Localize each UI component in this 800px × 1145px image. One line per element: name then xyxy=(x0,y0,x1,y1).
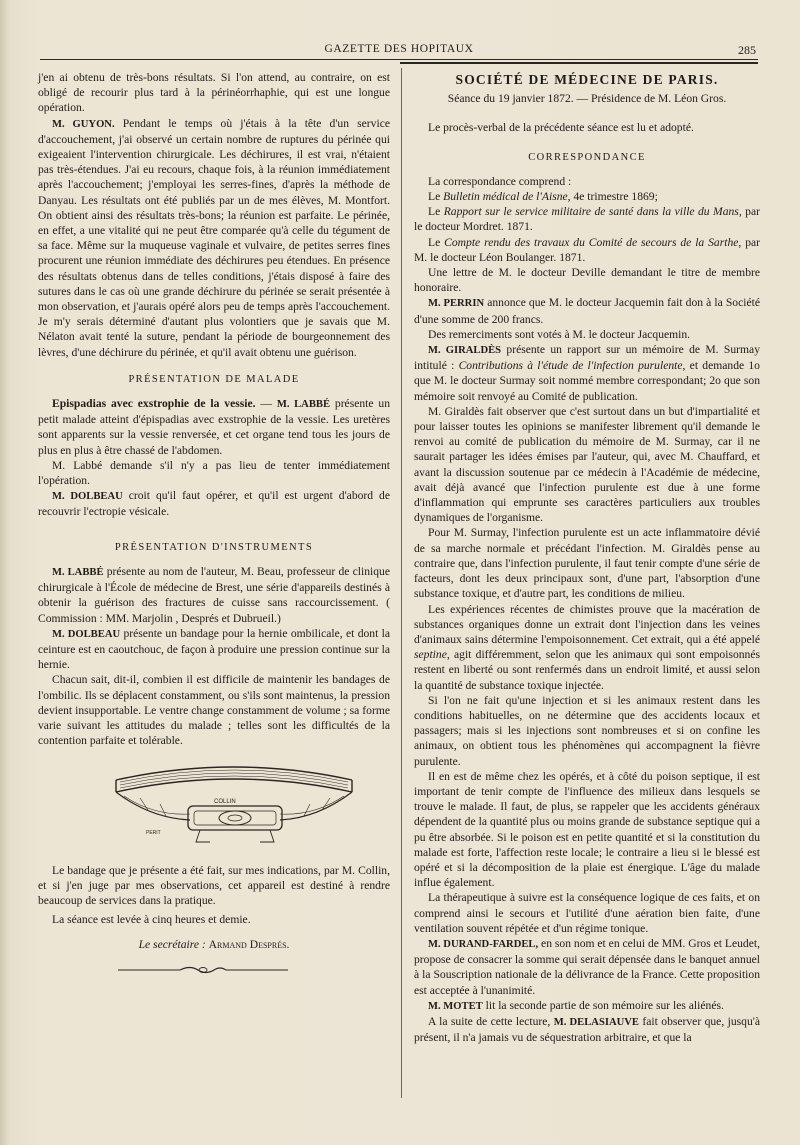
paragraph: Si l'on ne fait qu'une injection et si les animaux restent dans les conditions habituelles, on ne détermine que des accidents locaux et passagers; mais si les injections sont nombreuses et si on confine les animaux, on obtient tous les phénomènes qui accompagnent la fièvre purulente. xyxy=(414,693,760,768)
column-divider xyxy=(401,68,402,1098)
paragraph xyxy=(414,1014,760,1045)
paragraph xyxy=(38,396,390,458)
paragraph-text: présente au nom de l'auteur, M. Beau, professeur de clinique chirurgicale à l'École de médecine de Brest, une série d'appareils destinés à obtenir la guérison des fractures de cuisse sans raccourcissement. ( Commission : MM. Marjolin , Després et Dubrueil.) xyxy=(38,564,390,625)
right-column xyxy=(414,70,760,1045)
publication-title: Bulletin médical de l'Aisne xyxy=(443,190,568,204)
text: A la suite de cette lecture, xyxy=(428,1014,554,1028)
maker-label: COLLIN xyxy=(214,799,236,806)
paragraph: M. Giraldès fait observer que c'est surtout dans un but d'impartialité et pour laisser toutes les opinions se manifester librement qu'il demande le renvoi au comité de publication du mémoire de M. Surmay, car il ne saurait partager les idées émises par l'auteur, qui, avec M. Chauffard, et avant la discussion soutenue par ce médecin à l'Académie de médecine, avait déjà avancé que l'infection purulente est due à une forme d'inflammation qui emprunte ses caractères particuliers aux troubles dynamiques de l'organisme. xyxy=(414,404,760,525)
memoir-title: Contributions à l'étude de l'infection purulente xyxy=(458,359,683,373)
text: Le xyxy=(428,235,445,249)
session-line: Séance du 19 janvier 1872. — Présidence de M. Léon Gros. xyxy=(447,92,727,106)
speaker-name: M. PERRIN xyxy=(428,298,485,310)
hernia-bandage-illustration xyxy=(110,758,358,846)
speaker-name: M. LABBÉ xyxy=(52,566,104,578)
paragraph xyxy=(38,626,390,673)
speaker-name: M. DURAND-FARDEL, xyxy=(428,938,539,950)
text: , et demande 1o que M. le docteur Surmay soit nommé membre correspondant; 2o que son mémoire soit renvoyé au Comité de publication. xyxy=(414,359,760,403)
section-heading: PRÉSENTATION D'INSTRUMENTS xyxy=(114,541,314,553)
left-column xyxy=(38,70,390,979)
signature xyxy=(38,937,390,952)
text: , par le docteur Mordret. 1871. xyxy=(414,205,760,234)
publication-title: Rapport sur le service militaire de santé dans la ville du Mans xyxy=(443,205,739,219)
paragraph xyxy=(414,998,760,1014)
speaker-name: M. DOLBEAU xyxy=(52,628,121,640)
text: Le xyxy=(428,205,444,219)
paragraph: Il en est de même chez les opérés, et à côté du poison septique, il est important de tenir compte de l'influence des milieux dans lesquels se trouve le malade. Il faut, de plus, se rappeler que les accidents généraux dépendent de la quantité plus ou moins grande de substance septique qui a pu être absorbée. Si le poison est en petite quantité et si la constitution du malade est forte, l'affection reste locale; le contraire a lieu si le blessé est opéré et si la décomposition de la plaie est énergique. L'âge du malade influe également. xyxy=(414,769,760,890)
paragraph: La thérapeutique à suivre est la conséquence logique de ces faits, et on comprend ainsi le secours et l'utilité d'une aération bien faite, d'une ventilation souvent répétée et d'un régime tonique. xyxy=(414,891,760,935)
paragraph xyxy=(414,295,760,326)
paragraph: La correspondance comprend : xyxy=(428,174,572,188)
paragraph xyxy=(414,204,760,234)
speaker-name: M. LABBÉ xyxy=(276,399,331,411)
paragraph: Pour M. Surmay, l'infection purulente est un acte inflammatoire dévié de sa marche normale et précédant l'infection. M. Giraldès pense au contraire que, dans l'infection purulente, il faut tenir compte d'une série de facteurs, dont les deux principaux sont, d'une part, l'absorption d'une substance toxique, et d'autre part, les conditions de milieu. xyxy=(414,526,760,601)
section-heading: PRÉSENTATION DE MALADE xyxy=(128,373,300,385)
speaker-name: M. GIRALDÈS xyxy=(428,345,502,357)
paragraph xyxy=(38,488,390,519)
paragraph-text: en son nom et en celui de MM. Gros et Leudet, propose de consacrer la somme qui serait dépensée dans le banquet annuel à la Souscription nationale de la délivrance de la France. Cette proposition est acceptée à l'unanimité. xyxy=(414,936,760,997)
speaker-name: M. GUYON. xyxy=(52,118,115,130)
paragraph: Le bandage que je présente a été fait, sur mes indications, par M. Collin, et si j'en juge par mes observations, cet appareil est destiné à rendre beaucoup de services dans la pratique. xyxy=(38,863,390,907)
header-double-rule xyxy=(400,62,758,64)
speaker-name: M. DOLBEAU xyxy=(52,491,123,503)
paragraph: Le procès-verbal de la précédente séance est lu et adopté. xyxy=(428,121,694,135)
society-title: SOCIÉTÉ DE MÉDECINE DE PARIS. xyxy=(455,72,719,87)
paragraph: Une lettre de M. le docteur Deville demandant le titre de membre honoraire. xyxy=(414,266,760,295)
journal-title: GAZETTE DES HOPITAUX xyxy=(324,43,474,55)
speaker-name: M. DELASIAUVE xyxy=(553,1016,639,1028)
case-title: Epispadias avec exstrophie de la vessie. xyxy=(52,397,256,411)
paragraph: Des remerciments sont votés à M. le docteur Jacquemin. xyxy=(428,327,691,341)
paragraph: j'en ai obtenu de très-bons résultats. Si l'on attend, au contraire, on est obligé de recourir plus tard à la périnéorrhaphie, qui est une longue opération. xyxy=(38,71,390,115)
paragraph xyxy=(414,189,760,204)
text: Les expériences récentes de chimistes prouve que la macération de substances organiques donne un extrait dont l'injection dans les veines d'animaux sains détermine l'empoisonnement. Cet extrait, qui a été appelé xyxy=(414,602,760,646)
dash: — xyxy=(255,397,277,411)
paragraph-text: Pendant le temps où j'étais à la tête d'un service d'accouchement, j'ai observé un certain nombre de ruptures du périnée qui exigeaient l'intervention chirurgicale. Les déchirures, il est vrai, n'étaient pas très-étendues. J'ai eu recours, chaque fois, à la réunion immédiatement après l'accouchement; j'employai les serres-fines, d'après la méthode de Danyau. Les résultats ont été publiés par un de mes élèves, M. Montfort. On obtient ainsi des résultats très-bons; la réunion est parfaite. Le périnée, en effet, a une vitalité qui ne peut être comparée qu'à celle du tégument de sa face. Même sur la muqueuse vaginale et vulvaire, de petites serres fines procurent une réunion immédiate des déchirures peu étendues. En présence des résultats obtenus dans de telles conditions, j'étais disposé à faire des sutures dans le cas où une grande déchirure du périnée se serait présentée à mon observation, et j'aurais opéré alors peu de temps après l'accouchement. Je m'y serais déterminé d'autant plus volontiers que je savais que M. Nélaton avait tenté la suture, pendant la période de bourgeonnement des lèvres, d'une déchirure du périnée, et qu'il avait obtenu une guérison. xyxy=(38,116,390,359)
paragraph xyxy=(414,936,760,998)
page-header xyxy=(40,40,758,64)
paragraph-text: lit la seconde partie de son mémoire sur les aliénés. xyxy=(482,998,724,1012)
paragraph: M. Labbé demande s'il n'y a pas lieu de tenter immédiatement l'opération. xyxy=(38,458,390,488)
speaker-name: M. MOTET xyxy=(428,1000,483,1012)
paragraph-text: annonce que M. le docteur Jacquemin fait don à la Société d'une somme de 200 francs. xyxy=(414,296,760,326)
paragraph-text: présente un bandage pour la hernie ombilicale, et dont la ceinture est en caoutchouc, de façon à produire une pression continue sur la hernie. xyxy=(38,626,391,672)
text: , agit différemment, selon que les animaux qui sont empoisonnés restent en liberté ou sont renfermés dans un endroit limité, et aussi selon la quantité de substance toxique injectée. xyxy=(414,648,760,692)
paragraph xyxy=(414,342,760,404)
signature-role: Le secrétaire : xyxy=(138,938,206,952)
signature-name: Armand Després. xyxy=(208,938,290,952)
header-rule xyxy=(40,59,758,60)
term: septine xyxy=(414,648,447,662)
paragraph xyxy=(414,235,760,265)
paragraph xyxy=(38,116,390,360)
paragraph: Chacun sait, dit-il, combien il est difficile de maintenir les bandages de l'ombilic. Ils se déplacent constamment, ou s'ils sont maintenus, la pression devient insupportable. Le ventre change constamment de volume ; sa forme varie suivant les attitudes du malade ; telles sont les difficultés de la contention parfaite et tolérable. xyxy=(38,673,390,748)
text: , 4e trimestre 1869; xyxy=(567,190,658,204)
paragraph: La séance est levée à cinq heures et demie. xyxy=(52,913,251,927)
text: , par M. le docteur Léon Boulanger. 1871. xyxy=(414,235,760,264)
engraver-label: PERIT xyxy=(146,830,161,837)
text: fait observer que, jusqu'à présent, il n'a jamais vu de séquestration arbitraire, et que la xyxy=(414,1014,760,1045)
text: Le xyxy=(428,190,444,204)
paragraph-text: présente un petit malade atteint d'épispadias avec exstrophie de la vessie. Les uretères sont apparents sur la vessie renversée, et cet organe tend tous les jours de plus en plus à être chassé de l'abdomen. xyxy=(38,397,390,457)
ornament-rule xyxy=(118,965,288,975)
paragraph xyxy=(414,602,760,693)
page-number: 285 xyxy=(738,43,756,57)
text: présente un rapport sur un mémoire de M. Surmay intitulé : xyxy=(414,343,760,373)
paragraph xyxy=(38,564,390,626)
publication-title: Compte rendu des travaux du Comité de secours de la Sarthe xyxy=(444,235,739,249)
paragraph-text: croit qu'il faut opérer, et qu'il est urgent d'abord de recouvrir l'ectropie vésicale. xyxy=(38,489,390,519)
section-heading: CORRESPONDANCE xyxy=(528,151,646,163)
